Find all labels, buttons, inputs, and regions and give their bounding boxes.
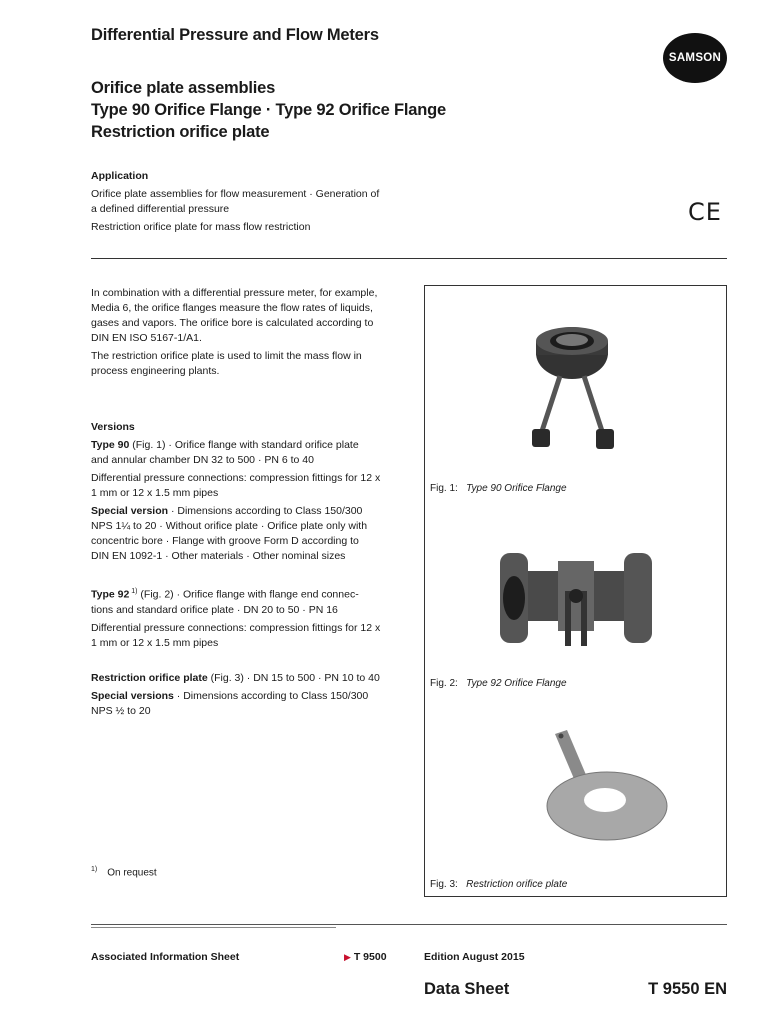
version-text: · Dimensions according to Class 150/300 [173,689,369,702]
page-title-line: Orifice plate assemblies [91,79,276,97]
figure-label: Fig. 1: [430,483,458,494]
associated-info-label: Associated Information Sheet [91,951,240,963]
intro-line: process engineering plants. [91,365,220,377]
intro-text [91,286,411,379]
version-text: tions and standard orifice plate · DN 20 to 50 · PN 16 [91,603,338,616]
associated-info-ref: T 9500 [353,951,387,963]
intro-line: The restriction orifice plate is used to limit the mass flow in [91,350,362,362]
doc-number: T 9550 EN [648,980,727,998]
type90-label: Type 90 [91,439,130,451]
footnote [91,866,157,878]
figure-title: Type 92 Orifice Flange [466,678,567,689]
intro-line: Media 6, the orifice flanges measure the flow rates of liquids, [91,302,373,314]
figure-label: Fig. 3: [430,879,458,890]
figure-caption [430,678,567,689]
footnote-ref: 1) [129,588,138,595]
application-text [91,187,379,235]
figure-title: Restriction orifice plate [466,879,568,890]
doc-type: Data Sheet [424,980,510,998]
figure-label: Fig. 2: [430,678,458,689]
version-text: 1 mm or 12 x 1.5 mm pipes [91,487,219,499]
version-text: and annular chamber DN 32 to 500 · PN 6 to 40 [91,454,314,466]
header-divider [91,258,727,259]
intro-line: In combination with a differential pressure meter, for example, [91,287,378,299]
version-text: concentric bore · Flange with groove Form D according to [91,535,359,547]
restriction-plate-image [525,726,675,846]
edition-text: Edition August 2015 [424,951,525,963]
version-text: Differential pressure connections: compression fittings for 12 x [91,472,381,484]
series-title: Differential Pressure and Flow Meters [91,26,379,44]
application-line: Orifice plate assemblies for flow measurement · Generation of [91,188,380,200]
intro-line: DIN EN ISO 5167-1/A1. [91,332,202,344]
footnote-mark: 1) [91,866,98,873]
application-line: Restriction orifice plate for mass flow restriction [91,221,311,233]
ce-mark: CE [688,198,722,226]
version-text: NPS ½ to 20 [91,704,151,717]
version-text: (Fig. 3) · DN 15 to 500 · PN 10 to 40 [207,671,380,684]
type90-flange-image [520,321,650,461]
footer-divider-short [91,927,336,928]
type92-label: Type 92 [91,588,130,601]
versions-section [91,420,411,719]
footer-divider [91,924,727,925]
special-version-label: Special version [91,505,169,517]
version-text: · Dimensions according to Class 150/300 [168,505,363,517]
footnote-text: On request [107,867,157,879]
intro-line: gases and vapors. The orifice bore is calculated according to [91,317,374,329]
arrow-right-icon: ▶ [344,952,351,962]
version-text: DIN EN 1092-1 · Other materials · Other nominal sizes [91,550,346,562]
figure-caption [430,483,567,494]
samson-logo: SAMSON [663,33,727,83]
figure-caption [430,879,567,890]
version-text: (Fig. 1) · Orifice flange with standard orifice plate [129,439,359,451]
version-text: NPS 1¼ to 20 · Without orifice plate · Orifice plate only with [91,520,368,532]
restriction-plate-label: Restriction orifice plate [91,671,208,684]
figure-box [424,285,727,897]
version-text: (Fig. 2) · Orifice flange with flange end connec- [137,588,359,601]
page-title-line: Type 90 Orifice Flange · Type 92 Orifice Flange [91,101,446,119]
version-text: 1 mm or 12 x 1.5 mm pipes [91,636,219,649]
application-line: a defined differential pressure [91,203,230,215]
application-heading: Application [91,170,149,182]
figure-title: Type 90 Orifice Flange [466,483,567,494]
versions-heading: Versions [91,421,135,433]
version-text: Differential pressure connections: compression fittings for 12 x [91,621,381,634]
type92-flange-image [495,541,665,661]
associated-info-link[interactable] [344,951,387,963]
page-title-block [91,77,446,143]
page-title-line: Restriction orifice plate [91,123,270,141]
special-versions-label: Special versions [91,689,174,702]
